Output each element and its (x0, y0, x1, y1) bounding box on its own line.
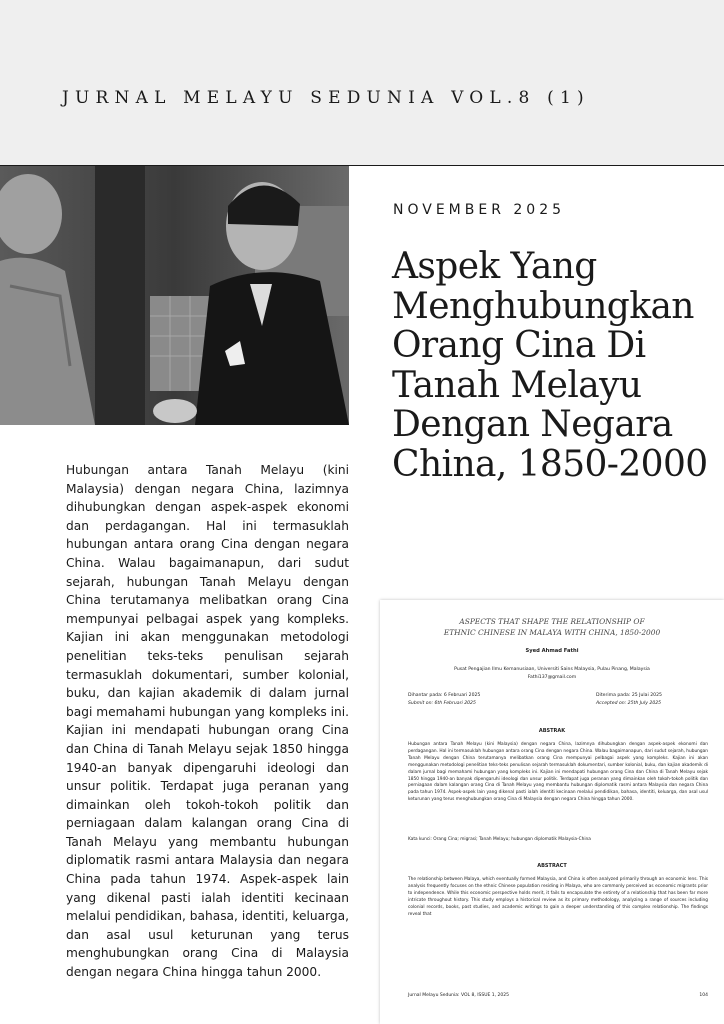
paper-accepted-en: Accepted on: 25th July 2025 (596, 700, 662, 706)
issue-date: NOVEMBER 2025 (393, 202, 566, 218)
paper-author: Syed Ahmad Fathi (525, 648, 579, 654)
abstrak-heading: ABSTRAK (538, 728, 566, 734)
paper-accepted-ms: Diterima pada: 25 Julai 2025 (596, 693, 662, 698)
abstrak-body: Hubungan antara Tanah Melayu (kini Malaysia) dengan negara China, lazimnya dihubungkan dengan aspek-aspek ekonomi dan perdagangan. Hal ini termasuklah hubungan antara orang Cina dengan negara China. Walau bagaimanapun, dari sudut sejarah, hubungan Tanah Melayu dengan China terutamanya melibatkan orang Cina mempunyai pelbagai aspek yang kompleks. Kajian ini akan menggunakan metodologi penelitian teks-teks penulisan sejarah termasuklah dokumentari, sumber kolonial, buku, dan kajian akademik di dalam jurnal bagi memahami hubungan yang kompleks ini. Kajian ini mendapati hubungan orang Cina dan China di Tanah Melayu sejak 1850 hingga 1940-an banyak dipengaruhi ideologi dan unsur politik. Terdapat juga peranan yang dimainkan oleh tokoh-tokoh politik dan perniagaan dalam kalangan orang Cina di Tanah Melayu yang membantu hubungan diplomatik rasmi antara Malaysia dan negara China pada tahun 1974. Aspek-aspek lain yang dikenal pasti ialah identiti kecinaan melalui pendidikan, bahasa, identiti, keluarga, dan asal usul keturunan yang terus menghubungkan orang Cina di Malaysia dengan negara China hingga tahun 2000. (408, 742, 708, 803)
paper-submitted-ms: Dihantar pada: 6 Februari 2025 (408, 693, 481, 698)
paper-title-line2: ETHNIC CHINESE IN MALAYA WITH CHINA, 1850-2000 (443, 627, 661, 637)
paper-footer-journal: Jurnal Melayu Sedunia: VOL 8, ISSUE 1, 2025 (408, 993, 509, 998)
header-band (0, 0, 724, 166)
paper-affiliation (400, 666, 704, 681)
abstract-heading: ABSTRACT (537, 863, 567, 869)
journal-title: JURNAL MELAYU SEDUNIA VOL.8 (1) (62, 88, 590, 108)
article-abstract: Hubungan antara Tanah Melayu (kini Malaysia) dengan negara China, lazimnya dihubungkan dengan aspek-aspek ekonomi dan perdagangan. Hal ini termasuklah hubungan antara orang Cina dengan negara China. Walau bagaimanapun, dari sudut sejarah, hubungan Tanah Melayu dengan China terutamanya melibatkan orang Cina mempunyai pelbagai aspek yang kompleks. Kajian ini akan menggunakan metodologi penelitian teks-teks penulisan sejarah termasuklah dokumentari, sumber kolonial, buku, dan kajian akademik di dalam jurnal bagi memahami hubungan yang kompleks ini. Kajian ini mendapati hubungan orang Cina dan China di Tanah Melayu sejak 1850 hingga 1940-an banyak dipengaruhi ideologi dan unsur politik. Terdapat juga peranan yang dimainkan oleh tokoh-tokoh politik dan perniagaan dalam kalangan orang Cina di Tanah Melayu yang membantu hubungan diplomatik rasmi antara Malaysia dan negara China pada tahun 1974. Aspek-aspek lain yang dikenal pasti ialah identiti kecinaan melalui pendidikan, bahasa, identiti, keluarga, dan asal usul keturunan yang terus menghubungkan orang Cina di Malaysia dengan negara China hingga tahun 2000. (66, 463, 349, 980)
paper-footer (408, 993, 708, 998)
paper-preview (380, 600, 724, 1024)
paper-title-line1: ASPECTS THAT SHAPE THE RELATIONSHIP OF (459, 617, 645, 626)
photo-illustration (0, 166, 349, 425)
paper-accepted (596, 692, 662, 707)
paper-keywords: Kata kunci: Orang Cina; migrasi; Tanah Melayu; hubungan diplomatik Malaysia-China (408, 837, 591, 842)
paper-email: Fathi137@gmail.com (527, 674, 577, 680)
paper-title (380, 617, 724, 638)
abstract-body: The relationship between Malaya, which eventually formed Malaysia, and China is often analyzed primarily through an economic lens. This analysis frequently focuses on the ethnic Chinese population residing in Malaya, who are commonly perceived as economic migrants prior to independence. While this economic perspective holds merit, it fails to encapsulate the entirety of a relationship that has been far more intricate throughout history. This study employs a historical review as its primary methodology, analyzing a range of sources including colonial records, books, past studies, and academic writings to gain a deeper understanding of this complex relationship. The findings reveal that (408, 877, 708, 917)
paper-affiliation-text: Pusat Pengajian Ilmu Kemanusiaan, Universiti Sains Malaysia, Pulau Pinang, Malaysia (454, 667, 650, 672)
paper-submitted (408, 692, 480, 707)
paper-submitted-en: Submit on: 6th Februari 2025 (408, 700, 476, 706)
article-title: Aspek Yang Menghubungkan Orang Cina Di Tanah Melayu Dengan Negara China, 1850-2000 (392, 246, 708, 485)
paper-page-number: 104 (699, 993, 708, 998)
historical-photo (0, 166, 349, 425)
